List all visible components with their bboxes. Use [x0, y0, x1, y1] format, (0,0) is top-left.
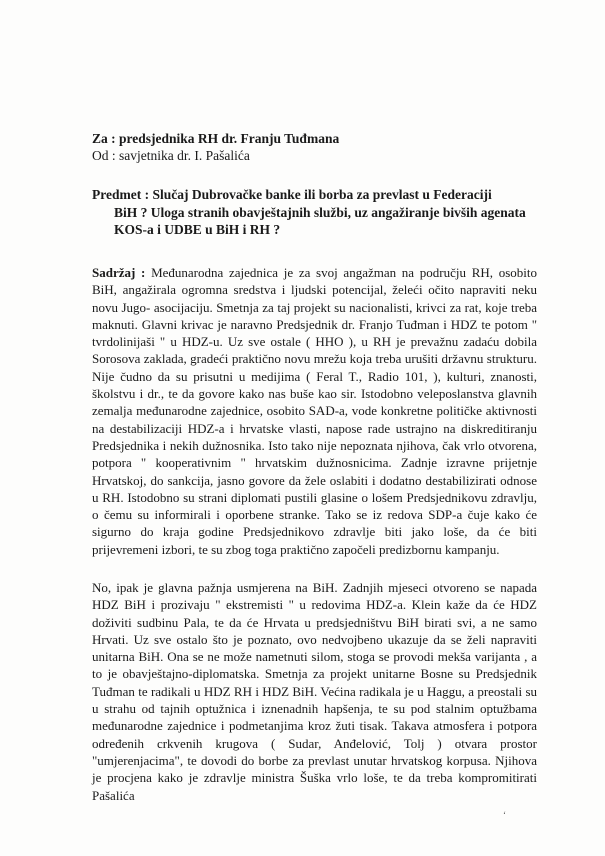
subject-line-3: KOS-a i UDBE u BiH i RH ?	[114, 222, 281, 237]
paragraph-2-text: No, ipak je glavna pažnja usmjerena na BiH. Zadnjih mjeseci otvoreno se napada HDZ BiH i prozivaju " ekstremisti " u redovima HDZ-a. Klein kaže da će HDZ doživiti sudbinu Pala, te da će Hrvata u predsjedništvu BiH birati svi, a ne samo Hrvati. Uz sve ostalo što je poznato, ovo nedvojbeno ukazuje da se želi napraviti unitarna BiH. Ona se ne može nametnuti silom, stoga se provodi mekša varijanta , a to je obavještajno-diplomatska. Smetnja za projekt unitarne Bosne su Predsjednik Tuđman te radikali u HDZ RH i HDZ BiH. Većina radikala je u Haggu, a preostali su u strahu od tajnih optužnica i iznenadnih hapšenja, te su pod stalnim optužbama međunarodne zajednice i podmetanjima kroz žuti tisak. Takava atmosfera i potpora određenih crkvenih krugova ( Sudar, Anđelović, Tolj ) otvara prostor "umjerenjacima", te dovodi do borbe za prevlast unutar hrvatskog korpusa. Njihova je procjena kako je zdravlje ministra Šuška vrlo loše, te da treba kompromitirati Pašalića	[92, 580, 537, 803]
memo-subject	[92, 186, 537, 239]
subject-label: Predmet :	[92, 187, 150, 202]
paragraph-1-text: Međunarodna zajednica je za svoj angažman na području RH, osobito BiH, angažirala ogromna sredstva i ljudski potencijal, želeći očito napraviti neku novu Jugo- asocijaciju. Smetnja za taj projekt su nacionalisti, krivci za rat, koje treba maknuti. Glavni krivac je naravno Predsjednik dr. Franjo Tuđman i HDZ te potom " tvrdolinijaši " u HDZ-u. Uz sve ostale ( HHO ), u RH je prevažnu zadaću dobila Sorosova zaklada, gradeći praktično novu mrežu koja treba urušiti državnu strukturu. Nije čudno da su prisutni u medijima ( Feral T., Radio 101, ), kulturi, znanosti, školstvu i dr., te da govore kako nas buše kao sir. Istodobno veleposlanstva glavnih zemalja međunarodne zajednice, osobito SAD-a, vode konkretne političke aktivnosti na destabilizaciji HDZ-a i hrvatske vlasti, napose rade ustrajno na diskreditiranju Predsjednika i nekih dužnosnika. Isto tako nije nepoznata njihova, čak vrlo otvorena, potpora " kooperativnim " hrvatskim dužnosnicima. Zadnje izravne prijetnje Hrvatskoj, do sankcija, jasno govore da žele oslabiti i dodatno destabilizirati odnose u RH. Istodobno su strani diplomati pustili glasine o lošem Predsjednikovu zdravlju, o čemu su informirali i oporbene stranke. Tako se iz redova SDP-a čuje kako će sigurno do kraja godine Predsjednikovo zdravlje biti jako loše, da će biti prijevremeni izbori, te su zbog toga praktično započeli predizbornu kampanju.	[92, 265, 537, 557]
memo-recipient: Za : predsjednika RH dr. Franju Tuđmana	[92, 131, 340, 146]
memo-sender: Od : savjetnika dr. I. Pašalića	[92, 148, 250, 163]
page-mark: ‘	[503, 810, 506, 820]
subject-line-2: BiH ? Uloga stranih obavještajnih službi, uz angažiranje bivših agenata	[114, 204, 526, 220]
subject-line-1: Slučaj Dubrovačke banke ili borba za prevlast u Federaciji	[152, 187, 492, 202]
body-paragraph-1	[92, 264, 537, 558]
content-label: Sadržaj :	[92, 265, 146, 280]
memo-header	[92, 130, 552, 164]
body-paragraph-2	[92, 579, 537, 804]
